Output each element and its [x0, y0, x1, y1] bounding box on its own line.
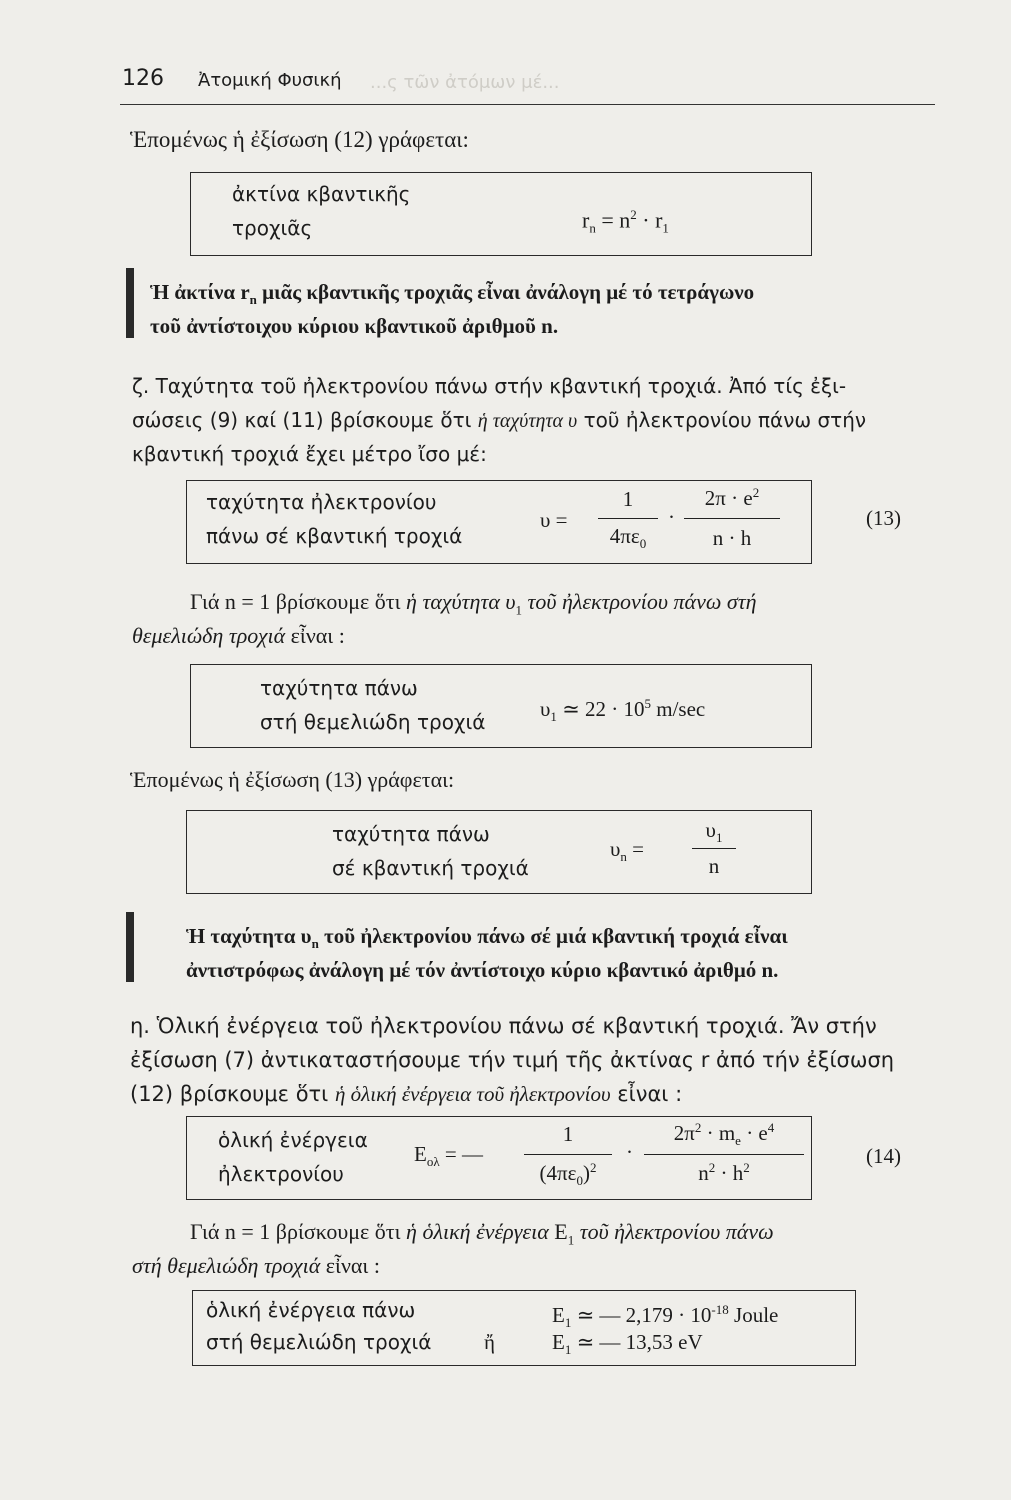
- box5-frac2-den: $n^2 \cdot h^2$: [698, 1160, 750, 1185]
- box1-label-line1: ἀκτίνα κβαντικῆς: [232, 182, 411, 206]
- equation-number-13: (13): [866, 506, 901, 530]
- box2-lhs: υ =: [540, 508, 568, 532]
- box2-frac1-line: [598, 518, 658, 519]
- box5-label-line2: ἠλεκτρονίου: [218, 1162, 344, 1186]
- bleed-through-text: ...ς τῶν ἀτόμων μέ...: [370, 72, 560, 93]
- box4-num: $\upsilon_1$: [705, 818, 723, 846]
- box5-frac1-den: $(4\pi\varepsilon_0)^2$: [539, 1160, 597, 1189]
- box5-frac2-num: $2\pi^2 \cdot m_e \cdot e^4$: [673, 1120, 775, 1149]
- box2-frac1-den: $4\pi\varepsilon_0$: [609, 524, 647, 552]
- box2-frac2-num: $2\pi \cdot e^2$: [704, 485, 760, 510]
- box5-lhs: $E_{o\lambda}$ = —: [414, 1142, 483, 1170]
- para5-line3: (12) βρίσκουμε ὅτι ἡ ὁλική ἐνέργεια τοῦ ἠλεκτρονίου εἶναι :: [130, 1082, 683, 1106]
- para3-line1: Γιά n = 1 βρίσκουμε ὅτι ἡ ταχύτητα $\upsilon_1$ τοῦ ἠλεκτρονίου πάνω στή: [190, 589, 757, 618]
- box4-label-line2: σέ κβαντική τροχιά: [332, 856, 529, 880]
- box1-label-line2: τροχιᾶς: [232, 216, 313, 240]
- equation-number-14: (14): [866, 1144, 901, 1168]
- box2-frac2-den: n · h: [712, 526, 752, 550]
- para2-line1: ζ. Ταχύτητα τοῦ ἠλεκτρονίου πάνω στήν κβαντική τροχιά. Ἀπό τίς ἐξι-: [132, 374, 847, 398]
- box6-or: ἤ: [484, 1330, 495, 1354]
- box5-frac1-line: [524, 1154, 612, 1155]
- box4-lhs: $\upsilon_n$ =: [610, 837, 644, 865]
- para5-line2: ἐξίσωση (7) ἀντικαταστήσουμε τήν τιμή τῆς ἀκτίνας r ἀπό τήν ἐξίσωση: [130, 1048, 895, 1072]
- paragraph-intro-eq13: Ἑπομένως ἡ ἐξίσωση (13) γράφεται:: [130, 767, 455, 792]
- box6-label-line1: ὁλική ἐνέργεια πάνω: [206, 1298, 416, 1322]
- box3-label-line1: ταχύτητα πάνω: [260, 676, 418, 700]
- box4-den: n: [708, 854, 720, 878]
- para2-line2: σώσεις (9) καί (11) βρίσκουμε ὅτι ἡ ταχύτητα υ τοῦ ἠλεκτρονίου πάνω στήν: [132, 408, 867, 432]
- box5-dot: ·: [626, 1140, 633, 1164]
- box3-formula: $\upsilon_1$ ≃ $22 \cdot 10^5$ m/sec: [540, 696, 706, 725]
- para5-line1: η. Ὁλική ἐνέργεια τοῦ ἠλεκτρονίου πάνω σέ κβαντική τροχιά. Ἄν στήν: [130, 1014, 877, 1038]
- running-title: Ἀτομική Φυσική: [198, 70, 342, 91]
- para2-line3: κβαντική τροχιά ἔχει μέτρο ἴσο μέ:: [132, 442, 487, 466]
- box2-frac1-num: 1: [622, 487, 634, 511]
- box2-frac2-line: [684, 518, 780, 519]
- page-number: 126: [122, 66, 164, 91]
- box2-label-line2: πάνω σέ κβαντική τροχιά: [206, 524, 463, 548]
- box2-dot: ·: [668, 505, 675, 529]
- box2-label-line1: ταχύτητα ἠλεκτρονίου: [206, 490, 437, 514]
- callout2-line1: Ἡ ταχύτητα $\upsilon_n$ τοῦ ἠλεκτρονίου πάνω σέ μιά κβαντική τροχιά εἶναι: [186, 924, 788, 952]
- para3-line2: θεμελιώδη τροχιά εἶναι :: [132, 623, 345, 648]
- callout2-sidebar: [126, 912, 134, 982]
- box4-label-line1: ταχύτητα πάνω: [332, 822, 490, 846]
- box4-frac-line: [692, 848, 736, 849]
- paragraph-intro-eq12: Ἑπομένως ἡ ἐξίσωση (12) γράφεται:: [130, 127, 469, 152]
- box5-frac2-line: [644, 1154, 804, 1155]
- box3-label-line2: στή θεμελιώδη τροχιά: [260, 710, 486, 734]
- callout2-line2: ἀντιστρόφως ἀνάλογη μέ τόν ἀντίστοιχο κύριο κβαντικό ἀριθμό n.: [186, 958, 779, 982]
- box6-label-line2: στή θεμελιώδη τροχιά: [206, 1330, 432, 1354]
- box5-frac1-num: 1: [562, 1122, 574, 1146]
- box1-formula: $r_n = n^2 \cdot r_1$: [582, 207, 669, 236]
- box6-result-ev: $E_1$ ≃ — 13,53 eV: [552, 1330, 703, 1358]
- para6-line2: στή θεμελιώδη τροχιά εἶναι :: [132, 1253, 380, 1278]
- callout1-line1: Ἡ ἀκτίνα $r_n$ μιᾶς κβαντικῆς τροχιᾶς εἶναι ἀνάλογη μέ τό τετράγωνο: [150, 280, 755, 308]
- box5-label-line1: ὁλική ἐνέργεια: [218, 1128, 368, 1152]
- para6-line1: Γιά n = 1 βρίσκουμε ὅτι ἡ ὁλική ἐνέργεια $E_1$ τοῦ ἠλεκτρονίου πάνω: [190, 1219, 774, 1248]
- header-rule: [120, 104, 935, 105]
- callout1-line2: τοῦ ἀντίστοιχου κύριου κβαντικοῦ ἀριθμοῦ n.: [150, 314, 559, 338]
- box6-result-joule: $E_1$ ≃ — $2,179 \cdot 10^{-18}$ Joule: [552, 1302, 779, 1331]
- callout1-sidebar: [126, 268, 134, 338]
